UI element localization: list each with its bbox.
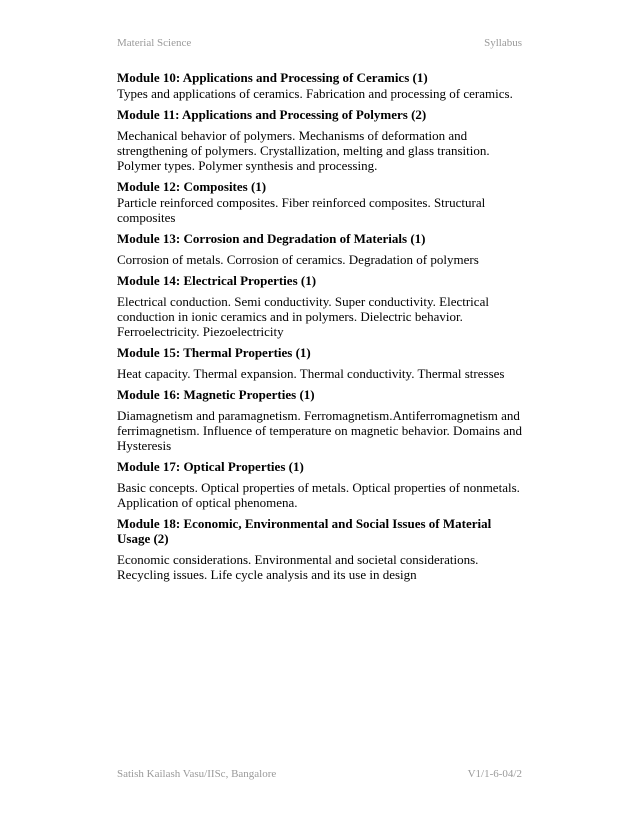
footer-author: Satish Kailash Vasu/IISc, Bangalore xyxy=(117,768,277,780)
module-13 xyxy=(117,231,527,267)
module-title: Module 11: Applications and Processing of Polymers (2) xyxy=(117,107,427,122)
module-title: Module 10: Applications and Processing of Ceramics (1) xyxy=(117,70,428,85)
module-description: Types and applications of ceramics. Fabrication and processing of ceramics. xyxy=(117,86,513,101)
module-description: Mechanical behavior of polymers. Mechanisms of deformation and strengthening of polymers. Crystallization, melting and glass transition. Polymer types. Polymer synthesis and processing. xyxy=(117,128,490,173)
module-10 xyxy=(117,70,527,101)
module-description: Diamagnetism and paramagnetism. Ferromagnetism.Antiferromagnetism and ferrimagnetism. Influence of temperature on magnetic behavior. Domains and Hysteresis xyxy=(117,408,523,453)
module-title: Module 12: Composites (1) xyxy=(117,179,267,194)
module-15 xyxy=(117,345,527,381)
module-description: Economic considerations. Environmental and societal considerations. Recycling issues. Life cycle analysis and its use in design xyxy=(117,552,479,582)
module-11 xyxy=(117,107,527,173)
module-16 xyxy=(117,387,527,453)
page-footer xyxy=(117,768,522,780)
header-subject: Material Science xyxy=(117,37,192,49)
module-description: Basic concepts. Optical properties of metals. Optical properties of nonmetals. Application of optical phenomena. xyxy=(117,480,520,510)
module-14 xyxy=(117,273,527,339)
module-17 xyxy=(117,459,527,510)
header-doc-type: Syllabus xyxy=(484,37,522,49)
module-description: Electrical conduction. Semi conductivity. Super conductivity. Electrical conduction in ionic ceramics and in polymers. Dielectric behavior. Ferroelectricity. Piezoelectricity xyxy=(117,294,489,339)
module-title: Module 17: Optical Properties (1) xyxy=(117,459,304,474)
module-title: Module 16: Magnetic Properties (1) xyxy=(117,387,315,402)
module-description: Particle reinforced composites. Fiber reinforced composites. Structural composites xyxy=(117,195,486,225)
module-18 xyxy=(117,516,527,582)
footer-version: V1/1-6-04/2 xyxy=(467,768,522,780)
module-12 xyxy=(117,179,527,225)
module-title: Module 14: Electrical Properties (1) xyxy=(117,273,317,288)
syllabus-content xyxy=(117,70,527,582)
module-description: Heat capacity. Thermal expansion. Thermal conductivity. Thermal stresses xyxy=(117,366,505,381)
module-description: Corrosion of metals. Corrosion of ceramics. Degradation of polymers xyxy=(117,252,479,267)
module-title: Module 15: Thermal Properties (1) xyxy=(117,345,311,360)
module-title: Module 13: Corrosion and Degradation of Materials (1) xyxy=(117,231,426,246)
module-title: Module 18: Economic, Environmental and Social Issues of Material Usage (2) xyxy=(117,516,492,546)
page-header xyxy=(117,37,522,49)
